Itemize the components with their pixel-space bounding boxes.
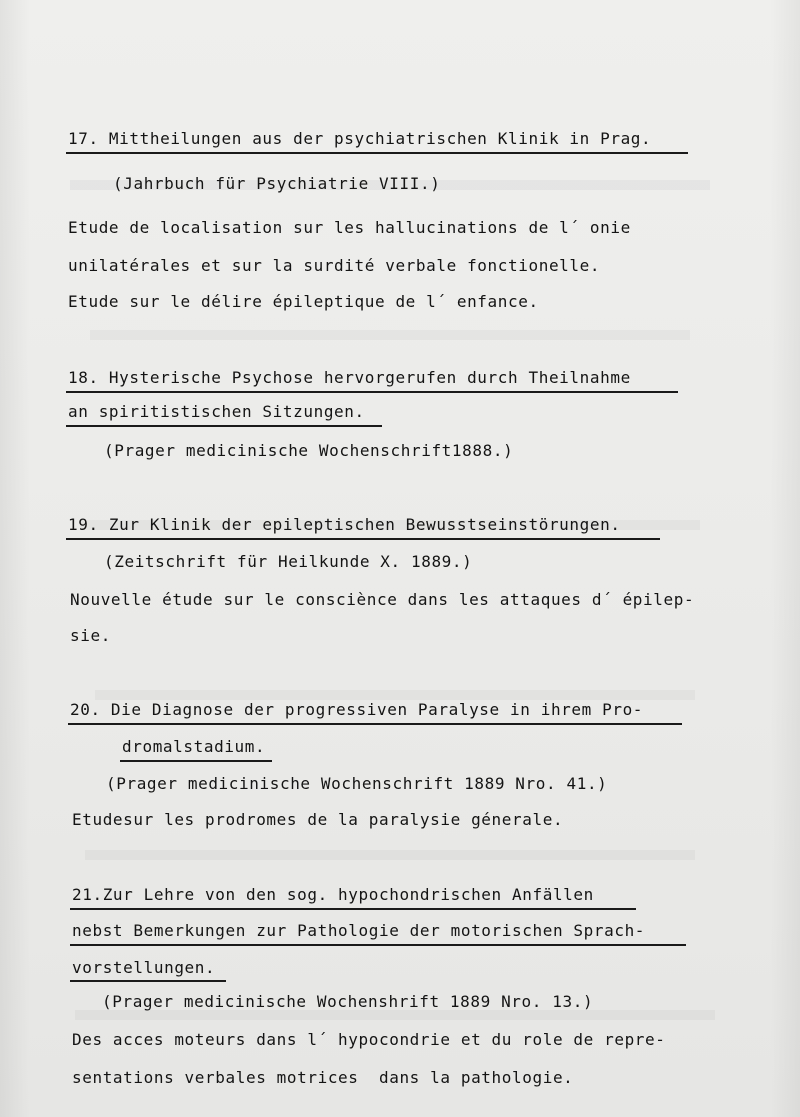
entry-21-summary-2: sentations verbales motrices dans la pathologie. — [72, 1068, 574, 1087]
entry-21-heading-1: 21.Zur Lehre von den sog. hypochondrischen Anfällen — [72, 885, 594, 904]
entry-20-underline-1 — [68, 723, 682, 725]
entry-19-heading: 19. Zur Klinik der epileptischen Bewusstseinstörungen. — [68, 515, 621, 534]
entry-17-source: (Jahrbuch für Psychiatrie VIII.) — [113, 174, 441, 193]
entry-19-underline — [66, 538, 660, 540]
entry-20-summary-1: Etudesur les prodromes de la paralysie génerale. — [72, 810, 564, 829]
entry-18-source: (Prager medicinische Wochenschrift1888.) — [104, 441, 514, 460]
entry-19-summary-1: Nouvelle étude sur le consciènce dans les attaques d´ épilep- — [70, 590, 695, 609]
entry-17-summary-2: unilatérales et sur la surdité verbale fonctionelle. — [68, 256, 601, 275]
entry-18-heading-1: 18. Hysterische Psychose hervorgerufen durch Theilnahme — [68, 368, 631, 387]
entry-17-heading: 17. Mittheilungen aus der psychiatrischen Klinik in Prag. — [68, 129, 652, 148]
entry-21-underline-1 — [70, 908, 636, 910]
entry-21-heading-3: vorstellungen. — [72, 958, 216, 977]
entry-21-summary-1: Des acces moteurs dans l´ hypocondrie et du role de repre- — [72, 1030, 666, 1049]
entry-18-underline-1 — [66, 391, 678, 393]
entry-19-summary-2: sie. — [70, 626, 111, 645]
entry-17-underline — [66, 152, 688, 154]
entry-20-source: (Prager medicinische Wochenschrift 1889 Nro. 41.) — [106, 774, 608, 793]
entry-21-heading-2: nebst Bemerkungen zur Pathologie der motorischen Sprach- — [72, 921, 646, 940]
entry-17-summary-3: Etude sur le délire épileptique de l´ enfance. — [68, 292, 539, 311]
entry-20-underline-2 — [120, 760, 272, 762]
entry-17-summary-1: Etude de localisation sur les hallucinations de l´ onie — [68, 218, 631, 237]
entry-19-source: (Zeitschrift für Heilkunde X. 1889.) — [104, 552, 473, 571]
entry-20-heading-1: 20. Die Diagnose der progressiven Paralyse in ihrem Pro- — [70, 700, 644, 719]
entry-21-source: (Prager medicinische Wochenshrift 1889 Nro. 13.) — [102, 992, 594, 1011]
entry-21-underline-2 — [70, 944, 686, 946]
entry-21-underline-3 — [70, 980, 226, 982]
entry-18-underline-2 — [66, 425, 382, 427]
entry-20-heading-2: dromalstadium. — [122, 737, 266, 756]
entry-18-heading-2: an spiritistischen Sitzungen. — [68, 402, 365, 421]
